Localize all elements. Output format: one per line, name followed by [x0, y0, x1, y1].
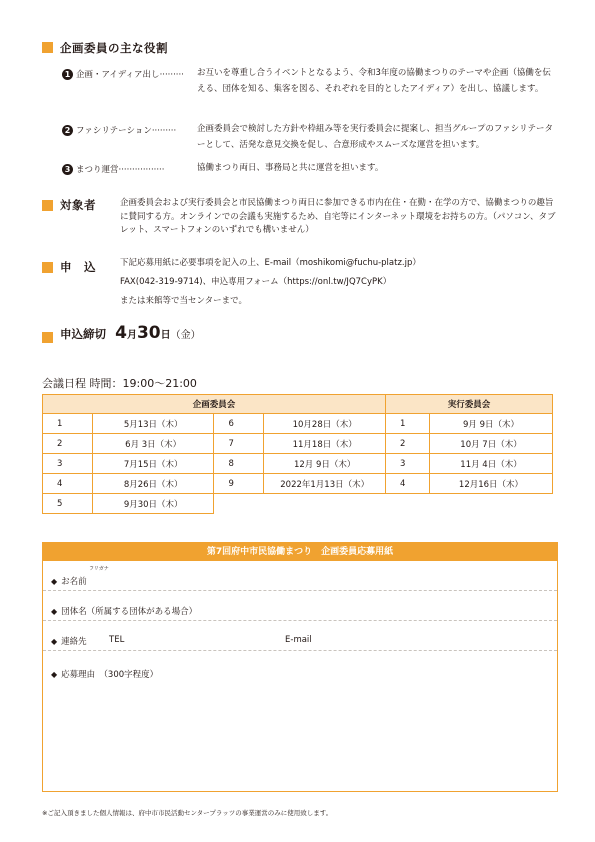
table-row: [43, 454, 386, 474]
name-field[interactable]: [43, 561, 557, 591]
diamond-icon: ◆: [51, 637, 58, 646]
session-date: 9月30日（木）: [92, 494, 214, 514]
email-label: E-mail: [285, 635, 312, 645]
empty-cell: [214, 494, 386, 514]
reason-field[interactable]: [43, 651, 557, 791]
roles-heading: 企画委員の主な役割: [60, 41, 168, 55]
session-number: 1: [386, 414, 430, 434]
name-label-wrap: [51, 575, 87, 587]
table-row: [43, 414, 386, 434]
section-marker: [42, 42, 53, 53]
session-number: 2: [386, 434, 430, 454]
diamond-icon: ◆: [51, 670, 58, 679]
session-date: 2022年1月13日（木）: [264, 474, 386, 494]
diamond-icon: ◆: [51, 607, 58, 616]
session-number: 4: [386, 474, 430, 494]
name-label: お名前: [61, 577, 87, 587]
schedule-title: 会議日程 時間：19:00〜21:00: [42, 377, 197, 390]
planning-header: 企画委員会: [43, 395, 386, 414]
contact-label-wrap: [51, 635, 87, 647]
session-date: 12月 9日（木）: [264, 454, 386, 474]
deadline-day-unit: 日: [160, 330, 171, 341]
session-date: 11月 4日（木）: [430, 454, 553, 474]
session-number: 4: [43, 474, 93, 494]
table-row: [386, 434, 553, 454]
session-number: 7: [214, 434, 264, 454]
deadline-weekday: （金）: [170, 330, 201, 341]
apply-line: FAX(042-319-9714)、申込専用フォーム（https://onl.tw/JQ7CyPK）: [120, 277, 392, 287]
group-label-wrap: [51, 605, 197, 617]
deadline-month-unit: 月: [126, 330, 137, 341]
deadline: [60, 323, 201, 343]
role-number-2: 2: [62, 125, 73, 136]
role-label-3: まつり運営·················: [76, 165, 165, 175]
role-desc-1: お互いを尊重し合うイベントとなるよう、令和3年度の協働まつりのテーマや企画（協働を伝える、団体を知る、集客を図る、それぞれを目的としたアイディア）を出し、協議します。: [197, 68, 551, 94]
session-number: 3: [386, 454, 430, 474]
session-number: 3: [43, 454, 93, 474]
session-number: 1: [43, 414, 93, 434]
form-title: 第7回府中市民協働まつり 企画委員応募用紙: [43, 543, 557, 561]
deadline-day: 30: [136, 323, 161, 343]
role-number-3: 3: [62, 164, 73, 175]
footnote: ※ご記入頂きました個人情報は、府中市市民活動センタープラッツの事業運営のみに使用致します。: [42, 809, 333, 817]
table-row: [43, 434, 386, 454]
planning-committee-table: [42, 394, 386, 514]
executive-header: 実行委員会: [386, 395, 553, 414]
furigana-label: フリガナ: [89, 566, 109, 572]
section-marker: [42, 332, 53, 343]
session-date: 12月16日（木）: [430, 474, 553, 494]
session-date: 8月26日（木）: [92, 474, 214, 494]
target-heading: 対象者: [60, 198, 96, 212]
role-label-1: 企画・アイディア出し·········: [76, 70, 184, 80]
diamond-icon: ◆: [51, 577, 58, 586]
role-label-2: ファシリテーション·········: [76, 126, 177, 136]
section-marker: [42, 200, 53, 211]
session-date: 6月 3日（木）: [92, 434, 214, 454]
apply-line: または来館等で当センターまで。: [120, 296, 247, 306]
deadline-label: 申込締切: [60, 327, 106, 341]
table-row: [386, 454, 553, 474]
session-number: 2: [43, 434, 93, 454]
role-desc-2: 企画委員会で検討した方針や枠組み等を実行委員会に提案し、担当グループのファシリテーターとして、活発な意見交換を促し、合意形成やスムーズな運営を担います。: [197, 124, 553, 150]
target-text: 企画委員会および実行委員会と市民協働まつり両日に参加できる市内在住・在勤・在学の方で、協働まつりの趣旨に賛同する方。オンラインでの会議も実施するため、自宅等にインターネット環境をお持ちの方。（パソコン、タブレット、スマートフォンのいずれでも構いません）: [120, 198, 556, 235]
apply-line: 下記応募用紙に必要事項を記入の上、E-mail（moshikomi@fuchu-platz.jp）: [120, 258, 421, 268]
group-field[interactable]: [43, 591, 557, 621]
apply-heading: 申 込: [60, 260, 96, 274]
session-date: 5月13日（木）: [92, 414, 214, 434]
table-row: [386, 414, 553, 434]
executive-committee-table: [385, 394, 553, 494]
contact-label: 連絡先: [61, 637, 87, 647]
session-date: 7月15日（木）: [92, 454, 214, 474]
application-form: [42, 542, 558, 792]
session-number: 9: [214, 474, 264, 494]
role-number-1: 1: [62, 69, 73, 80]
session-number: 8: [214, 454, 264, 474]
session-number: 5: [43, 494, 93, 514]
tel-label: TEL: [109, 635, 125, 645]
table-row: [386, 474, 553, 494]
group-label: 団体名（所属する団体がある場合）: [61, 607, 198, 617]
table-row: [43, 474, 386, 494]
session-date: 9月 9日（木）: [430, 414, 553, 434]
role-desc-3: 協働まつり両日、事務局と共に運営を担います。: [197, 163, 384, 173]
session-number: 6: [214, 414, 264, 434]
session-date: 10月28日（木）: [264, 414, 386, 434]
session-date: 10月 7日（木）: [430, 434, 553, 454]
apply-text: [120, 254, 421, 311]
deadline-month: 4: [115, 323, 127, 343]
reason-label: 応募理由 （300字程度）: [61, 670, 159, 680]
session-date: 11月18日（木）: [264, 434, 386, 454]
table-row: [43, 494, 386, 514]
contact-field[interactable]: [43, 621, 557, 651]
section-marker: [42, 262, 53, 273]
